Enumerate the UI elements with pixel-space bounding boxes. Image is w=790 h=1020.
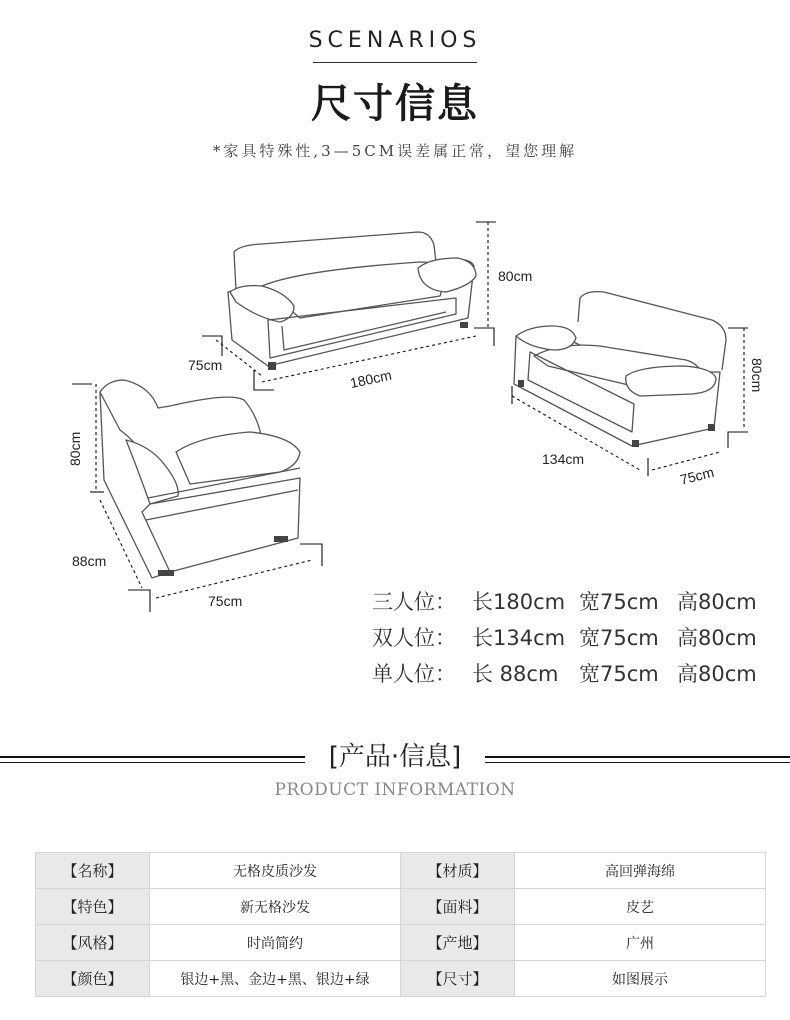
- spec-width: 宽75cm: [579, 626, 659, 650]
- single-depth-label: 75cm: [208, 593, 243, 609]
- two-seat-depth-label: 75cm: [678, 463, 716, 488]
- table-key: 【特色】: [36, 889, 150, 925]
- spec-width: 宽75cm: [579, 590, 659, 614]
- table-key: 【产地】: [401, 925, 515, 961]
- spec-length: 长134cm: [472, 626, 566, 650]
- table-value: 如图展示: [515, 961, 766, 997]
- two-seat-length-label: 134cm: [542, 451, 585, 467]
- product-info-heading: [0, 736, 790, 773]
- spec-length: 长 88cm: [472, 662, 559, 686]
- table-row: [36, 889, 766, 925]
- table-value: 皮艺: [515, 889, 766, 925]
- table-key: 【名称】: [36, 853, 150, 889]
- table-row: [36, 925, 766, 961]
- spec-height: 高80cm: [677, 590, 757, 614]
- table-key: 【风格】: [36, 925, 150, 961]
- table-value: 广州: [515, 925, 766, 961]
- three-seat-sofa-illustration: [228, 232, 476, 370]
- table-value: 高回弹海绵: [515, 853, 766, 889]
- spec-row-single: [372, 656, 757, 692]
- table-key: 【尺寸】: [401, 961, 515, 997]
- size-spec-list: [372, 584, 757, 692]
- spec-row-two-seat: [372, 620, 757, 656]
- page-title: 尺寸信息: [311, 81, 479, 127]
- table-value: 新无格沙发: [150, 889, 401, 925]
- spec-height: 高80cm: [677, 662, 757, 686]
- spec-name: 三人位：: [372, 590, 456, 614]
- table-row: [36, 853, 766, 889]
- single-sofa-illustration: [100, 380, 300, 578]
- product-info-subtitle: PRODUCT INFORMATION: [274, 780, 516, 800]
- three-seat-length-label: 180cm: [348, 366, 394, 392]
- spec-name: 双人位：: [372, 626, 456, 650]
- spec-length: 长180cm: [472, 590, 566, 614]
- spec-row-three-seat: [372, 584, 757, 620]
- table-value: 银边+黑、金边+黑、银边+绿: [150, 961, 401, 997]
- spec-height: 高80cm: [677, 626, 757, 650]
- two-seat-height-label: 80cm: [749, 358, 765, 393]
- spec-width: 宽75cm: [579, 662, 659, 686]
- table-key: 【材质】: [401, 853, 515, 889]
- table-key: 【颜色】: [36, 961, 150, 997]
- two-seat-sofa-illustration: [514, 292, 726, 447]
- single-length-label: 88cm: [72, 553, 107, 569]
- three-seat-depth-label: 75cm: [188, 357, 223, 373]
- table-value: 无格皮质沙发: [150, 853, 401, 889]
- table-row: [36, 961, 766, 997]
- header-en-title: SCENARIOS: [308, 28, 482, 53]
- tolerance-note: *家具特殊性,3—5CM误差属正常，望您理解: [212, 142, 578, 160]
- three-seat-height-label: 80cm: [498, 268, 533, 284]
- table-key: 【面料】: [401, 889, 515, 925]
- spec-name: 单人位：: [372, 662, 456, 686]
- single-height-label: 80cm: [67, 431, 83, 466]
- product-info-title: [产品·信息]: [321, 742, 470, 772]
- table-value: 时尚简约: [150, 925, 401, 961]
- product-info-table: [35, 852, 766, 997]
